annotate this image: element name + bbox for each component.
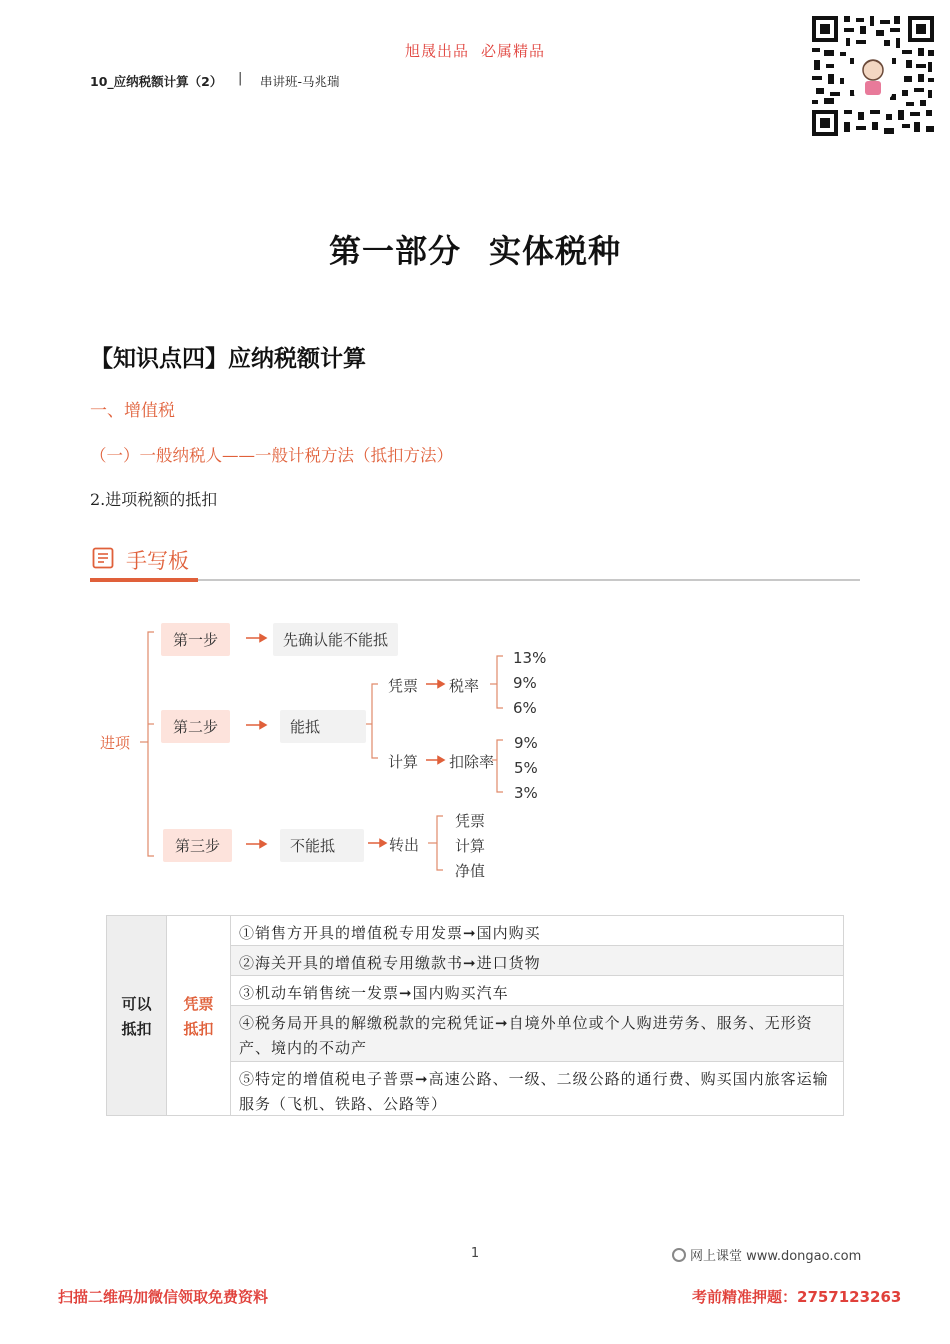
step-1-note: 先确认能不能抵 bbox=[273, 623, 398, 656]
method-label bbox=[167, 992, 230, 1042]
brand-text-1: 旭晟出品 bbox=[404, 42, 469, 60]
category-line-1: 可以 bbox=[121, 995, 152, 1013]
step-2: 第二步 bbox=[161, 710, 230, 743]
table-row: ⑤特定的增值税电子普票➞高速公路、一级、二级公路的通行费、购买国内旅客运输服务（飞机、铁路、公路等） bbox=[239, 1070, 829, 1113]
board-label: 手写板 bbox=[126, 549, 189, 573]
step-2-note: 能抵 bbox=[280, 710, 366, 743]
mindmap-root: 进项 bbox=[100, 734, 131, 752]
category-label bbox=[107, 992, 166, 1042]
table-row: ②海关开具的增值税专用缴款书➞进口货物 bbox=[231, 946, 843, 976]
part-title bbox=[0, 226, 950, 272]
site-logo-icon bbox=[672, 1248, 686, 1262]
brand-text-2: 必属精品 bbox=[481, 42, 546, 60]
site-credit bbox=[672, 1245, 861, 1264]
step-3-note: 不能抵 bbox=[280, 829, 364, 862]
voucher-label: 凭票 bbox=[388, 677, 419, 695]
board-header bbox=[90, 543, 860, 583]
step-3: 第三步 bbox=[163, 829, 232, 862]
tax-rate-label: 税率 bbox=[449, 677, 480, 695]
board-divider bbox=[90, 579, 860, 581]
site-text: 网上课堂 www.dongao.com bbox=[690, 1249, 862, 1264]
transfer-item-net: 净值 bbox=[455, 862, 486, 880]
part-title-2: 实体税种 bbox=[489, 232, 622, 270]
method-line-2: 抵扣 bbox=[183, 1020, 214, 1038]
footer-left-note: 扫描二维码加微信领取免费资料 bbox=[58, 1288, 269, 1306]
section-heading-3: 2.进项税额的抵扣 bbox=[90, 490, 218, 509]
deduct-rate-5: 5% bbox=[514, 759, 538, 777]
step-1: 第一步 bbox=[161, 623, 230, 656]
board-divider-accent bbox=[90, 578, 198, 582]
transfer-out-label: 转出 bbox=[389, 836, 420, 854]
table-row: ①销售方开具的增值税专用发票➞国内购买 bbox=[231, 916, 843, 946]
table-row: ③机动车销售统一发票➞国内购买汽车 bbox=[231, 976, 843, 1006]
mindmap bbox=[0, 600, 950, 900]
knowledge-point-title: 【知识点四】应纳税额计算 bbox=[90, 345, 366, 372]
table-row: ④税务局开具的解缴税款的完税凭证➞自境外单位或个人购进劳务、服务、无形资产、境内的不动产 bbox=[231, 1006, 843, 1062]
deduct-rate-3: 3% bbox=[514, 784, 538, 802]
category-line-2: 抵扣 bbox=[121, 1020, 152, 1038]
calc-label: 计算 bbox=[388, 753, 419, 771]
notepad-icon bbox=[92, 547, 114, 569]
transfer-item-calc: 计算 bbox=[455, 837, 486, 855]
lesson-title: 10_应纳税额计算（2） bbox=[90, 74, 223, 89]
header-separator: | bbox=[238, 71, 243, 86]
table-col-category bbox=[107, 916, 167, 1115]
footer-right-note: 考前精准押题：2757123263 bbox=[692, 1288, 902, 1306]
method-line-1: 凭票 bbox=[183, 995, 214, 1013]
rate-13: 13% bbox=[513, 649, 547, 667]
transfer-item-voucher: 凭票 bbox=[455, 812, 486, 830]
course-name: 串讲班-马兆瑞 bbox=[260, 74, 340, 89]
rate-9: 9% bbox=[513, 674, 537, 692]
part-title-1: 第一部分 bbox=[328, 232, 461, 270]
deduct-rate-9: 9% bbox=[514, 734, 538, 752]
section-heading-2: （一）一般纳税人——一般计税方法（抵扣方法） bbox=[90, 446, 453, 465]
page-number: 1 bbox=[470, 1246, 480, 1261]
brand-slogan bbox=[0, 40, 950, 61]
deduction-table bbox=[106, 915, 844, 1116]
section-heading-1: 一、增值税 bbox=[90, 401, 175, 421]
table-col-method bbox=[167, 916, 231, 1115]
rate-6: 6% bbox=[513, 699, 537, 717]
deduct-rate-label: 扣除率 bbox=[449, 753, 495, 771]
qr-code-icon bbox=[810, 14, 936, 138]
